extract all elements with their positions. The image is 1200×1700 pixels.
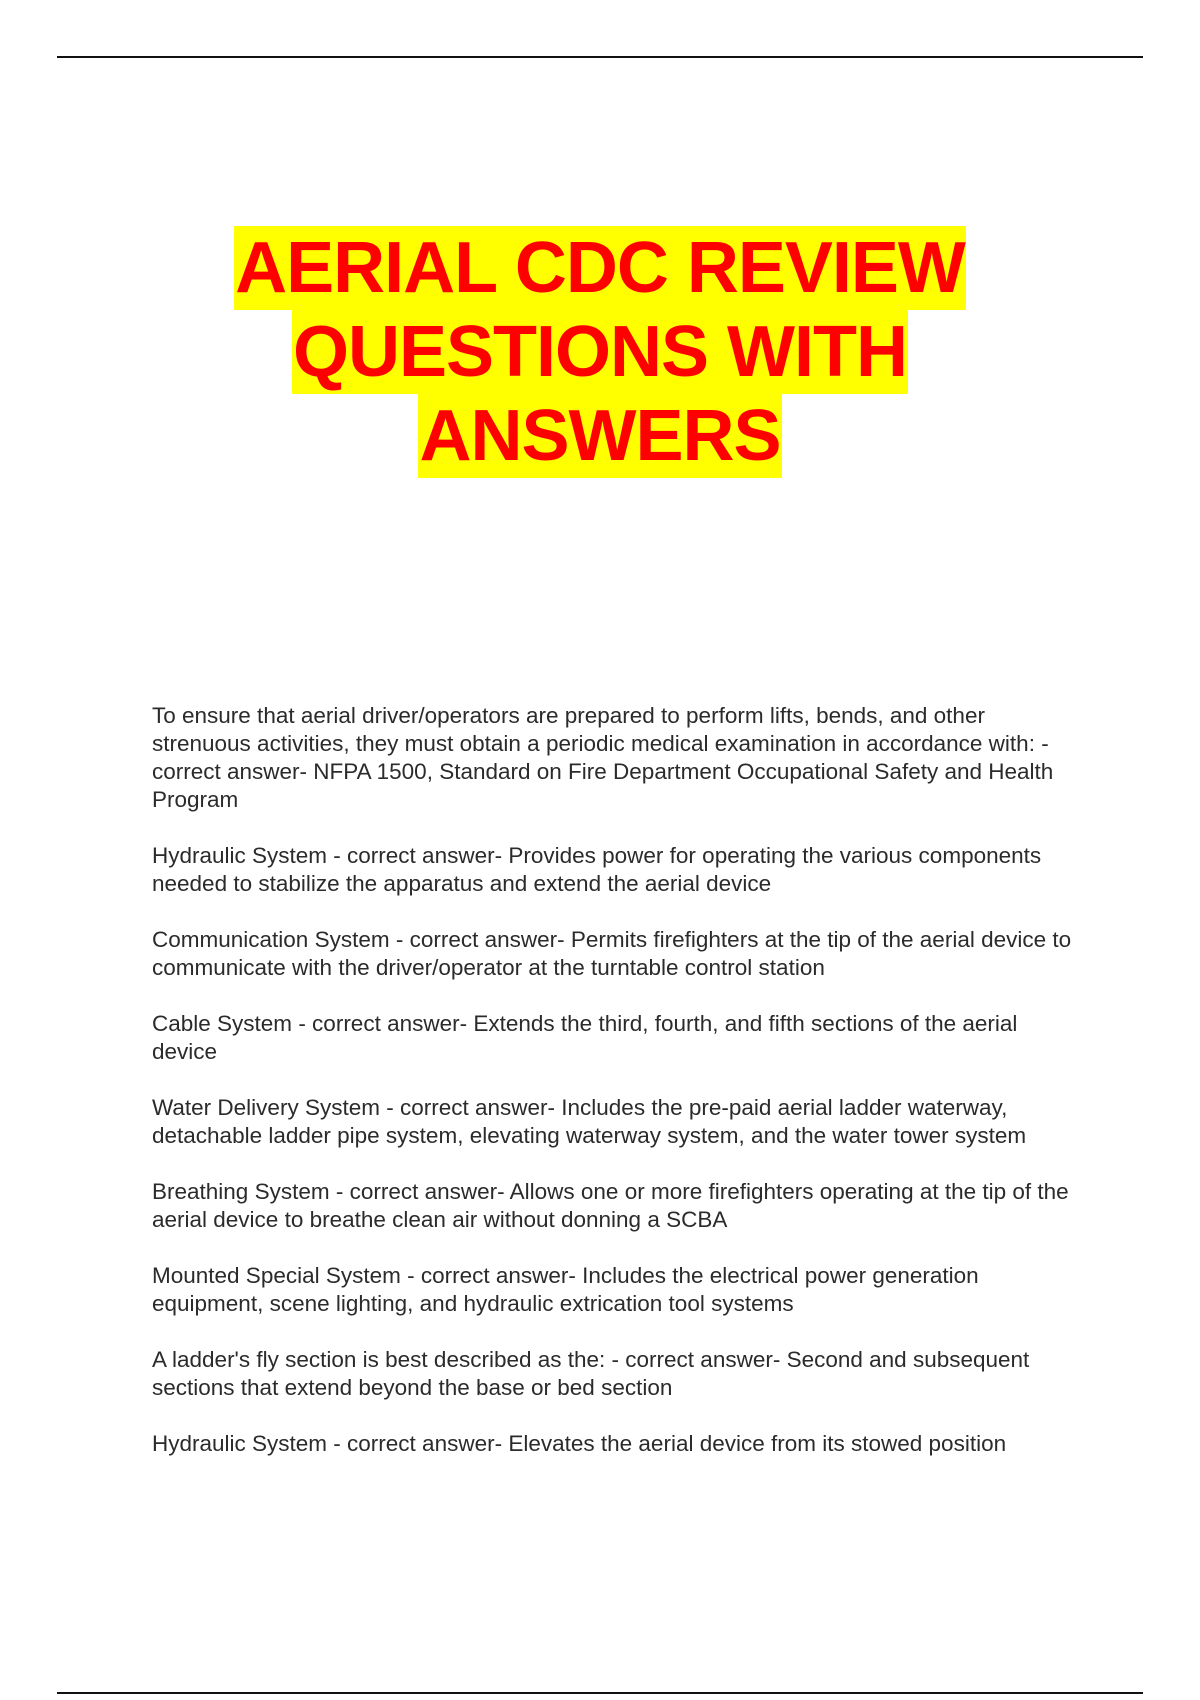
answer-text: Second and subsequent sections that extend beyond the base or bed section [152, 1347, 1030, 1400]
qa-item [145, 842, 1075, 898]
qa-item [145, 926, 1075, 982]
title-line-3 [0, 394, 1200, 478]
answer-text: Allows one or more firefighters operating at the tip of the aerial device to breathe clean air without donning a SCBA [152, 1179, 1069, 1232]
qa-list [145, 702, 1075, 1486]
document-title [0, 226, 1200, 478]
answer-text: Elevates the aerial device from its stowed position [508, 1431, 1007, 1456]
title-line-2 [0, 310, 1200, 394]
answer-separator: - correct answer- [327, 843, 509, 868]
qa-item [145, 1010, 1075, 1066]
question-text: Hydraulic System [152, 1431, 328, 1456]
question-text: Hydraulic System [152, 843, 328, 868]
question-text: Water Delivery System [152, 1095, 380, 1120]
question-text: To ensure that aerial driver/operators are prepared to perform lifts, bends, and other strenuous activities, they must obtain a periodic medical examination in accordance with: [152, 703, 1035, 756]
title-line-3-text: ANSWERS [419, 396, 781, 476]
qa-item [145, 1346, 1075, 1402]
answer-separator: - correct answer- [400, 1263, 583, 1288]
title-line-1 [0, 226, 1200, 310]
answer-separator: - correct answer- [389, 927, 571, 952]
question-text: A ladder's fly section is best described as the: [152, 1347, 606, 1372]
answer-text: Extends the third, fourth, and fifth sections of the aerial device [152, 1011, 1018, 1064]
qa-item [145, 1262, 1075, 1318]
answer-separator: - correct answer- [329, 1179, 510, 1204]
qa-item [145, 1094, 1075, 1150]
answer-text: Includes the pre-paid aerial ladder waterway, detachable ladder pipe system, elevating waterway system, and the water tower system [152, 1095, 1027, 1148]
answer-separator: - correct answer- [292, 1011, 474, 1036]
qa-item [145, 1430, 1075, 1458]
answer-separator: - correct answer- [152, 731, 1049, 784]
bottom-rule [57, 1692, 1143, 1694]
question-text: Communication System [152, 927, 390, 952]
qa-item [145, 1178, 1075, 1234]
top-rule [57, 56, 1143, 58]
qa-item [145, 702, 1075, 814]
question-text: Cable System [152, 1011, 293, 1036]
answer-text: Provides power for operating the various components needed to stabilize the apparatus and extend the aerial device [152, 843, 1042, 896]
answer-separator: - correct answer- [379, 1095, 562, 1120]
answer-separator: - correct answer- [605, 1347, 787, 1372]
answer-text: NFPA 1500, Standard on Fire Department Occupational Safety and Health Program [152, 759, 1054, 812]
answer-separator: - correct answer- [327, 1431, 509, 1456]
title-line-2-text: QUESTIONS WITH [293, 312, 907, 392]
answer-text: Permits firefighters at the tip of the aerial device to communicate with the driver/operator at the turntable control station [152, 927, 1072, 980]
answer-text: Includes the electrical power generation equipment, scene lighting, and hydraulic extrication tool systems [152, 1263, 979, 1316]
question-text: Breathing System [152, 1179, 330, 1204]
title-line-1-text: AERIAL CDC REVIEW [235, 228, 965, 308]
question-text: Mounted Special System [152, 1263, 401, 1288]
